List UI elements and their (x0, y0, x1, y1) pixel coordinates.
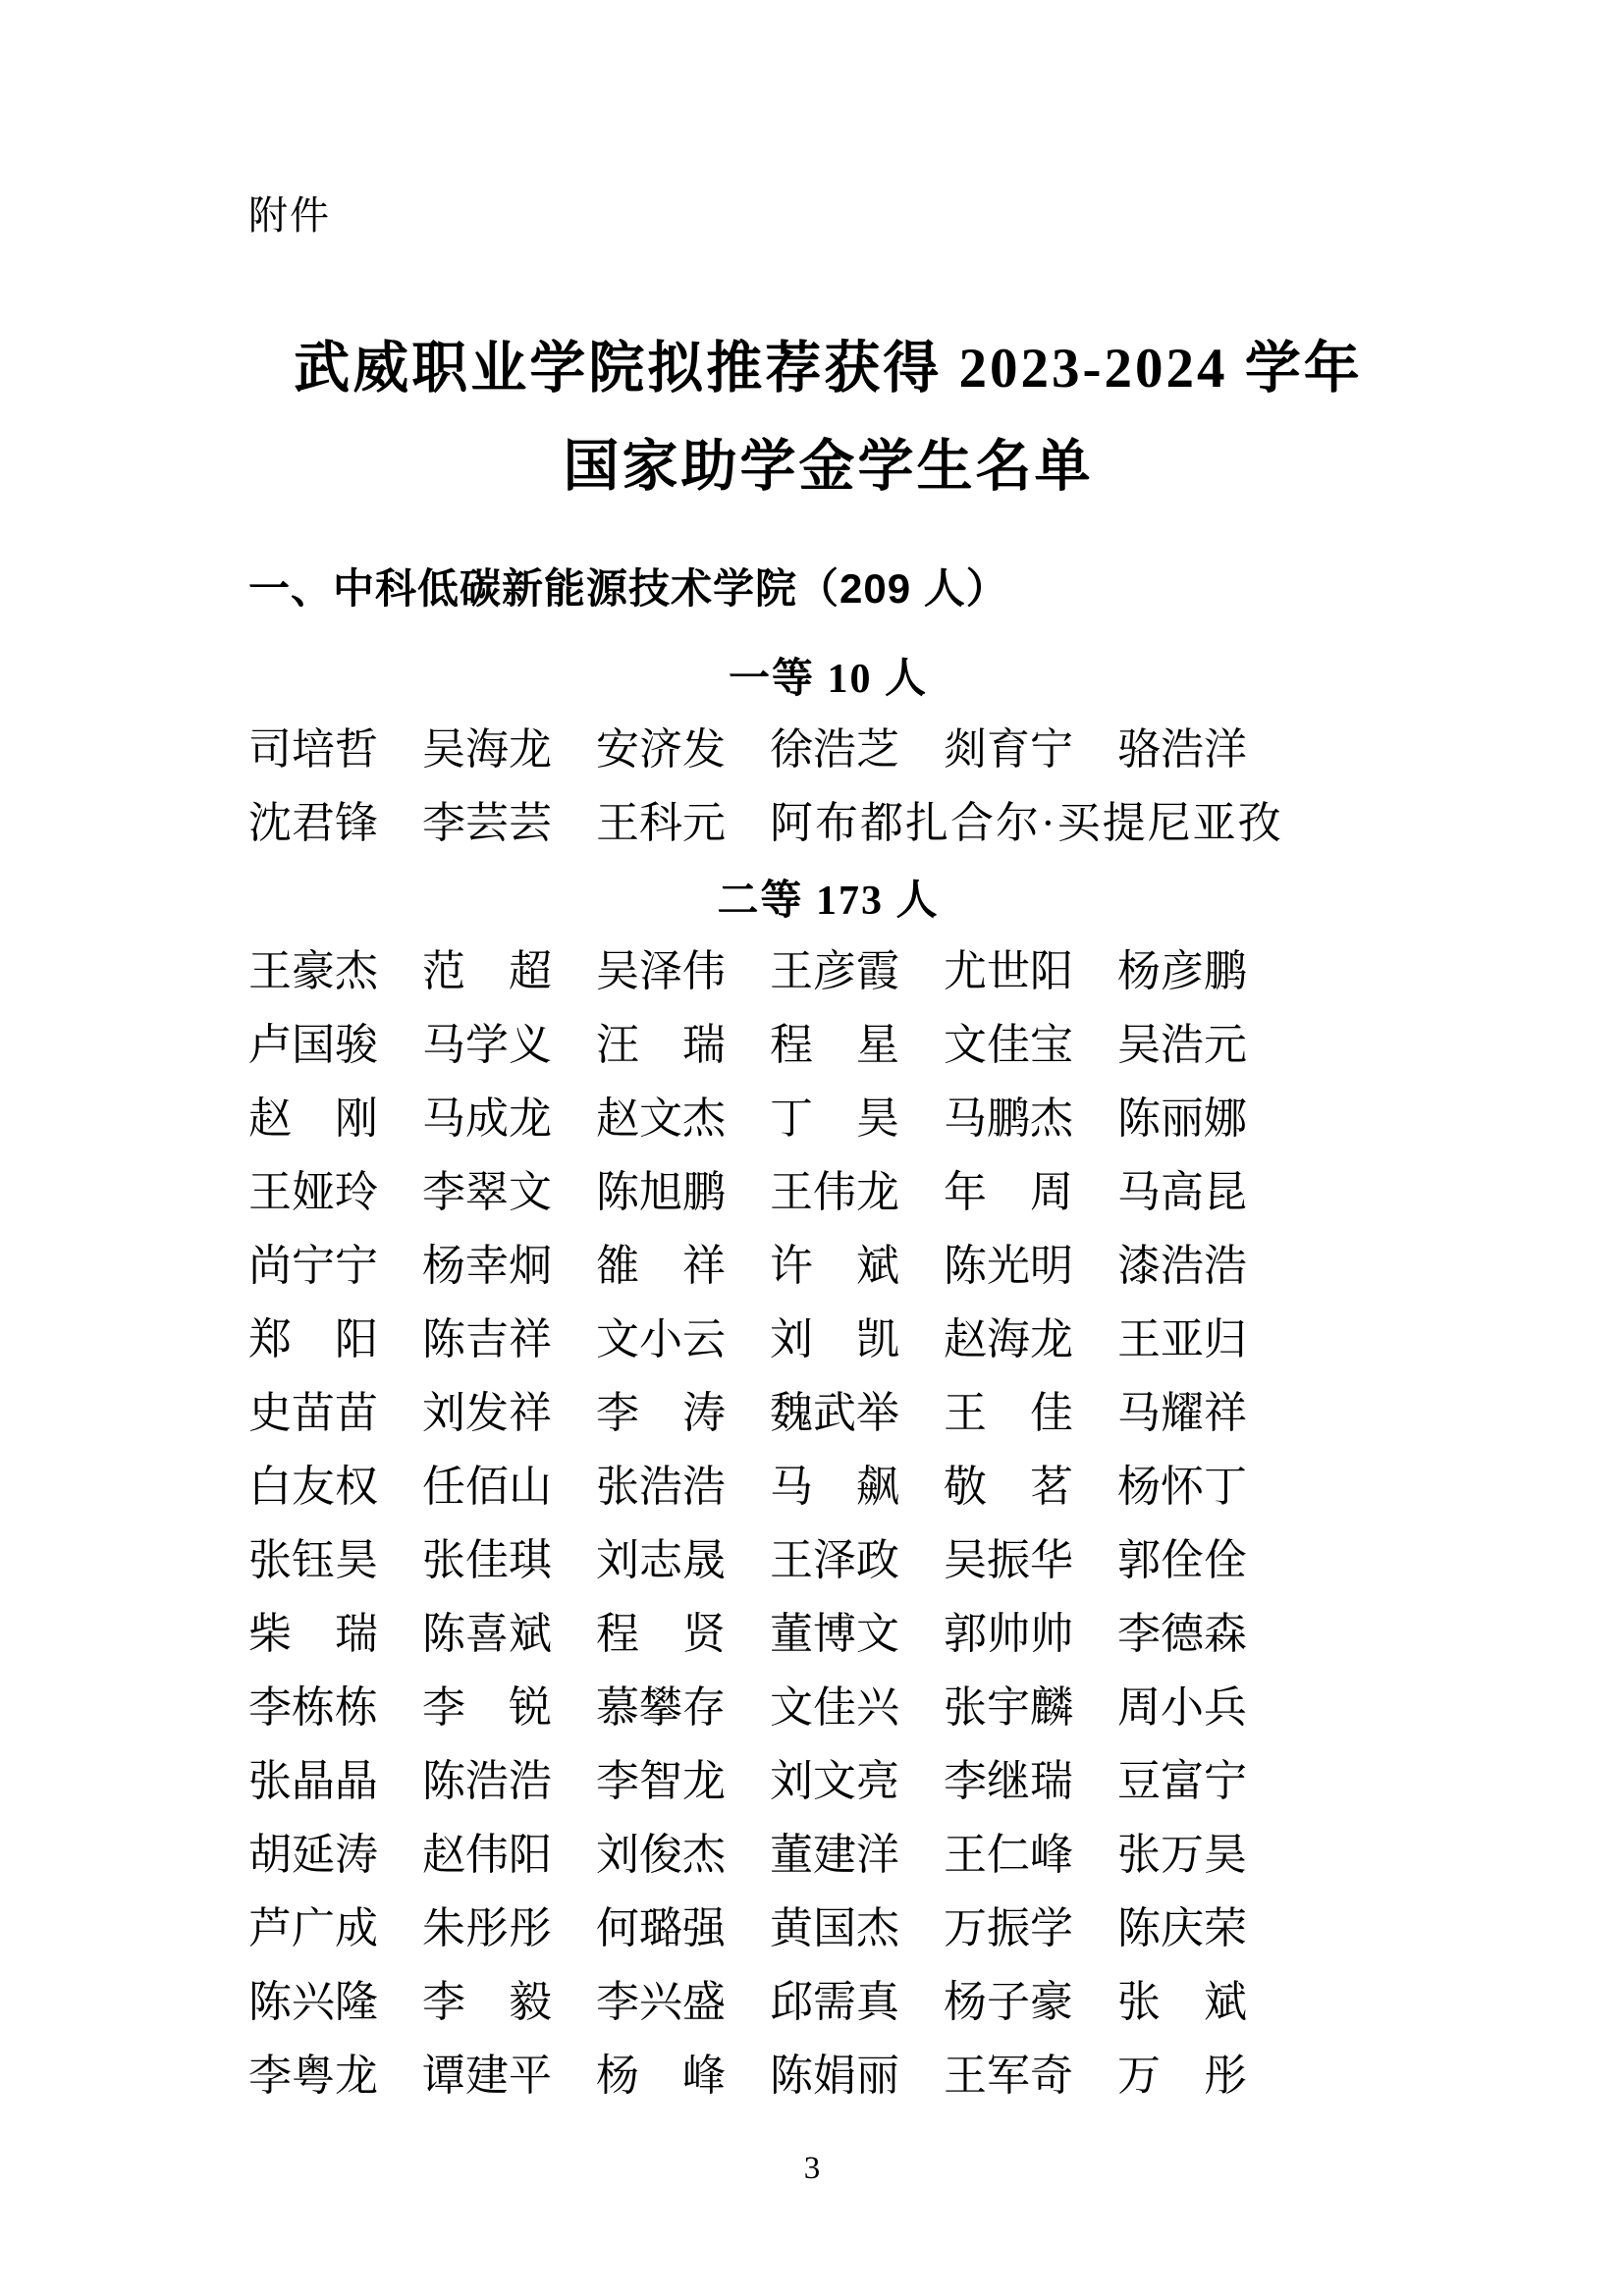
student-name: 王佳 (944, 1389, 1073, 1437)
student-name: 王科元 (596, 799, 726, 847)
student-name: 马鹏杰 (944, 1095, 1073, 1143)
student-name: 李翠文 (422, 1168, 552, 1216)
student-name: 文佳宝 (944, 1021, 1073, 1069)
student-name: 豆富宁 (1117, 1757, 1247, 1805)
student-name: 吴泽伟 (596, 947, 726, 995)
student-name: 年周 (944, 1168, 1073, 1216)
student-name: 吴浩元 (1117, 1021, 1247, 1069)
student-name: 丁昊 (770, 1095, 899, 1143)
student-name: 李智龙 (596, 1757, 726, 1805)
student-name: 李继瑞 (944, 1757, 1073, 1805)
student-name: 邱需真 (770, 1978, 899, 2026)
name-row (248, 786, 1408, 860)
student-name: 文佳兴 (770, 1683, 899, 1732)
student-name: 李粤龙 (248, 2052, 378, 2100)
student-name: 董博文 (770, 1610, 899, 1658)
student-name: 王娅玲 (248, 1168, 378, 1216)
student-name: 李芸芸 (422, 799, 552, 847)
student-name: 李兴盛 (596, 1978, 726, 2026)
attachment-label: 附件 (248, 194, 331, 238)
student-name: 尚宁宁 (248, 1242, 378, 1290)
student-name: 范超 (422, 947, 552, 995)
student-name: 陈吉祥 (422, 1315, 552, 1363)
student-name: 骆浩洋 (1117, 725, 1247, 774)
student-name: 陈兴隆 (248, 1978, 378, 2026)
student-name: 张钰昊 (248, 1536, 378, 1584)
student-name: 陈旭鹏 (596, 1168, 726, 1216)
name-row (248, 1892, 1408, 1965)
name-row (248, 1965, 1408, 2039)
student-name: 王军奇 (944, 2052, 1073, 2100)
student-name: 马成龙 (422, 1095, 552, 1143)
student-name: 张晶晶 (248, 1757, 378, 1805)
name-row (248, 1082, 1408, 1155)
tier2-heading: 二等 173 人 (717, 879, 940, 924)
name-row (248, 2039, 1408, 2112)
student-name: 郭帅帅 (944, 1610, 1073, 1658)
student-name: 雒祥 (596, 1242, 726, 1290)
student-name: 赵文杰 (596, 1095, 726, 1143)
student-name: 安济发 (596, 725, 726, 774)
student-name: 刘凯 (770, 1315, 899, 1363)
student-name: 赵海龙 (944, 1315, 1073, 1363)
student-name: 刘文亮 (770, 1757, 899, 1805)
student-name: 张万昊 (1117, 1831, 1247, 1879)
student-name: 李锐 (422, 1683, 552, 1732)
name-row (248, 1008, 1408, 1082)
document-title (248, 320, 1408, 516)
name-row (248, 1450, 1408, 1523)
student-name: 郭佺佺 (1117, 1536, 1247, 1584)
student-name: 李栋栋 (248, 1683, 378, 1732)
student-name: 董建洋 (770, 1831, 899, 1879)
name-row (248, 1523, 1408, 1597)
student-name: 剡育宁 (944, 725, 1073, 774)
tier1-name-list (248, 713, 1408, 860)
student-name: 漆浩浩 (1117, 1242, 1247, 1290)
student-name: 杨峰 (596, 2052, 726, 2100)
tier1-heading: 一等 10 人 (728, 657, 928, 702)
student-name: 慕攀存 (596, 1683, 726, 1732)
student-name: 阿布都扎合尔·买提尼亚孜 (770, 799, 1283, 847)
student-name: 程星 (770, 1021, 899, 1069)
student-name: 柴瑞 (248, 1610, 378, 1658)
tier2-name-list (248, 934, 1408, 2112)
name-row (248, 1744, 1408, 1818)
student-name: 程贤 (596, 1610, 726, 1658)
student-name: 敬茗 (944, 1463, 1073, 1511)
student-name: 沈君锋 (248, 799, 378, 847)
student-name: 任佰山 (422, 1463, 552, 1511)
student-name: 张浩浩 (596, 1463, 726, 1511)
student-name: 卢国骏 (248, 1021, 378, 1069)
section-heading-college: 一、中科低碳新能源技术学院（209 人） (248, 565, 1008, 612)
student-name: 李德森 (1117, 1610, 1247, 1658)
name-row (248, 1671, 1408, 1744)
student-name: 杨彦鹏 (1117, 947, 1247, 995)
student-name: 司培哲 (248, 725, 378, 774)
document-title-line2: 国家助学金学生名单 (563, 436, 1094, 498)
student-name: 朱彤彤 (422, 1904, 552, 1952)
student-name: 王亚归 (1117, 1315, 1247, 1363)
student-name: 万振学 (944, 1904, 1073, 1952)
student-name: 吴振华 (944, 1536, 1073, 1584)
student-name: 张宇麟 (944, 1683, 1073, 1732)
student-name: 徐浩芝 (770, 725, 899, 774)
name-row (248, 1229, 1408, 1303)
student-name: 李涛 (596, 1389, 726, 1437)
student-name: 白友权 (248, 1463, 378, 1511)
student-name: 杨怀丁 (1117, 1463, 1247, 1511)
student-name: 马高昆 (1117, 1168, 1247, 1216)
student-name: 杨子豪 (944, 1978, 1073, 2026)
student-name: 周小兵 (1117, 1683, 1247, 1732)
student-name: 刘志晟 (596, 1536, 726, 1584)
document-content (0, 192, 1624, 2112)
name-row (248, 934, 1408, 1008)
student-name: 张佳琪 (422, 1536, 552, 1584)
student-name: 陈娟丽 (770, 2052, 899, 2100)
student-name: 黄国杰 (770, 1904, 899, 1952)
student-name: 汪瑞 (596, 1021, 726, 1069)
document-title-line1: 武威职业学院拟推荐获得 2023-2024 学年 (294, 338, 1363, 400)
student-name: 陈丽娜 (1117, 1095, 1247, 1143)
student-name: 谭建平 (422, 2052, 552, 2100)
student-name: 魏武举 (770, 1389, 899, 1437)
student-name: 刘俊杰 (596, 1831, 726, 1879)
student-name: 陈庆荣 (1117, 1904, 1247, 1952)
student-name: 陈喜斌 (422, 1610, 552, 1658)
name-row (248, 1818, 1408, 1892)
student-name: 张斌 (1117, 1978, 1247, 2026)
student-name: 王豪杰 (248, 947, 378, 995)
student-name: 杨幸炯 (422, 1242, 552, 1290)
student-name: 王仁峰 (944, 1831, 1073, 1879)
student-name: 赵伟阳 (422, 1831, 552, 1879)
student-name: 郑阳 (248, 1315, 378, 1363)
student-name: 陈光明 (944, 1242, 1073, 1290)
page-number: 3 (803, 2151, 821, 2186)
student-name: 赵刚 (248, 1095, 378, 1143)
name-row (248, 1376, 1408, 1450)
student-name: 胡延涛 (248, 1831, 378, 1879)
student-name: 王彦霞 (770, 947, 899, 995)
student-name: 马学义 (422, 1021, 552, 1069)
student-name: 文小云 (596, 1315, 726, 1363)
student-name: 王伟龙 (770, 1168, 899, 1216)
student-name: 史苗苗 (248, 1389, 378, 1437)
student-name: 刘发祥 (422, 1389, 552, 1437)
name-row (248, 713, 1408, 786)
student-name: 万彤 (1117, 2052, 1247, 2100)
student-name: 芦广成 (248, 1904, 378, 1952)
name-row (248, 1597, 1408, 1671)
student-name: 何璐强 (596, 1904, 726, 1952)
name-row (248, 1155, 1408, 1229)
student-name: 尤世阳 (944, 947, 1073, 995)
student-name: 王泽政 (770, 1536, 899, 1584)
student-name: 马飙 (770, 1463, 899, 1511)
student-name: 李毅 (422, 1978, 552, 2026)
student-name: 马耀祥 (1117, 1389, 1247, 1437)
student-name: 陈浩浩 (422, 1757, 552, 1805)
name-row (248, 1303, 1408, 1376)
student-name: 许斌 (770, 1242, 899, 1290)
student-name: 吴海龙 (422, 725, 552, 774)
